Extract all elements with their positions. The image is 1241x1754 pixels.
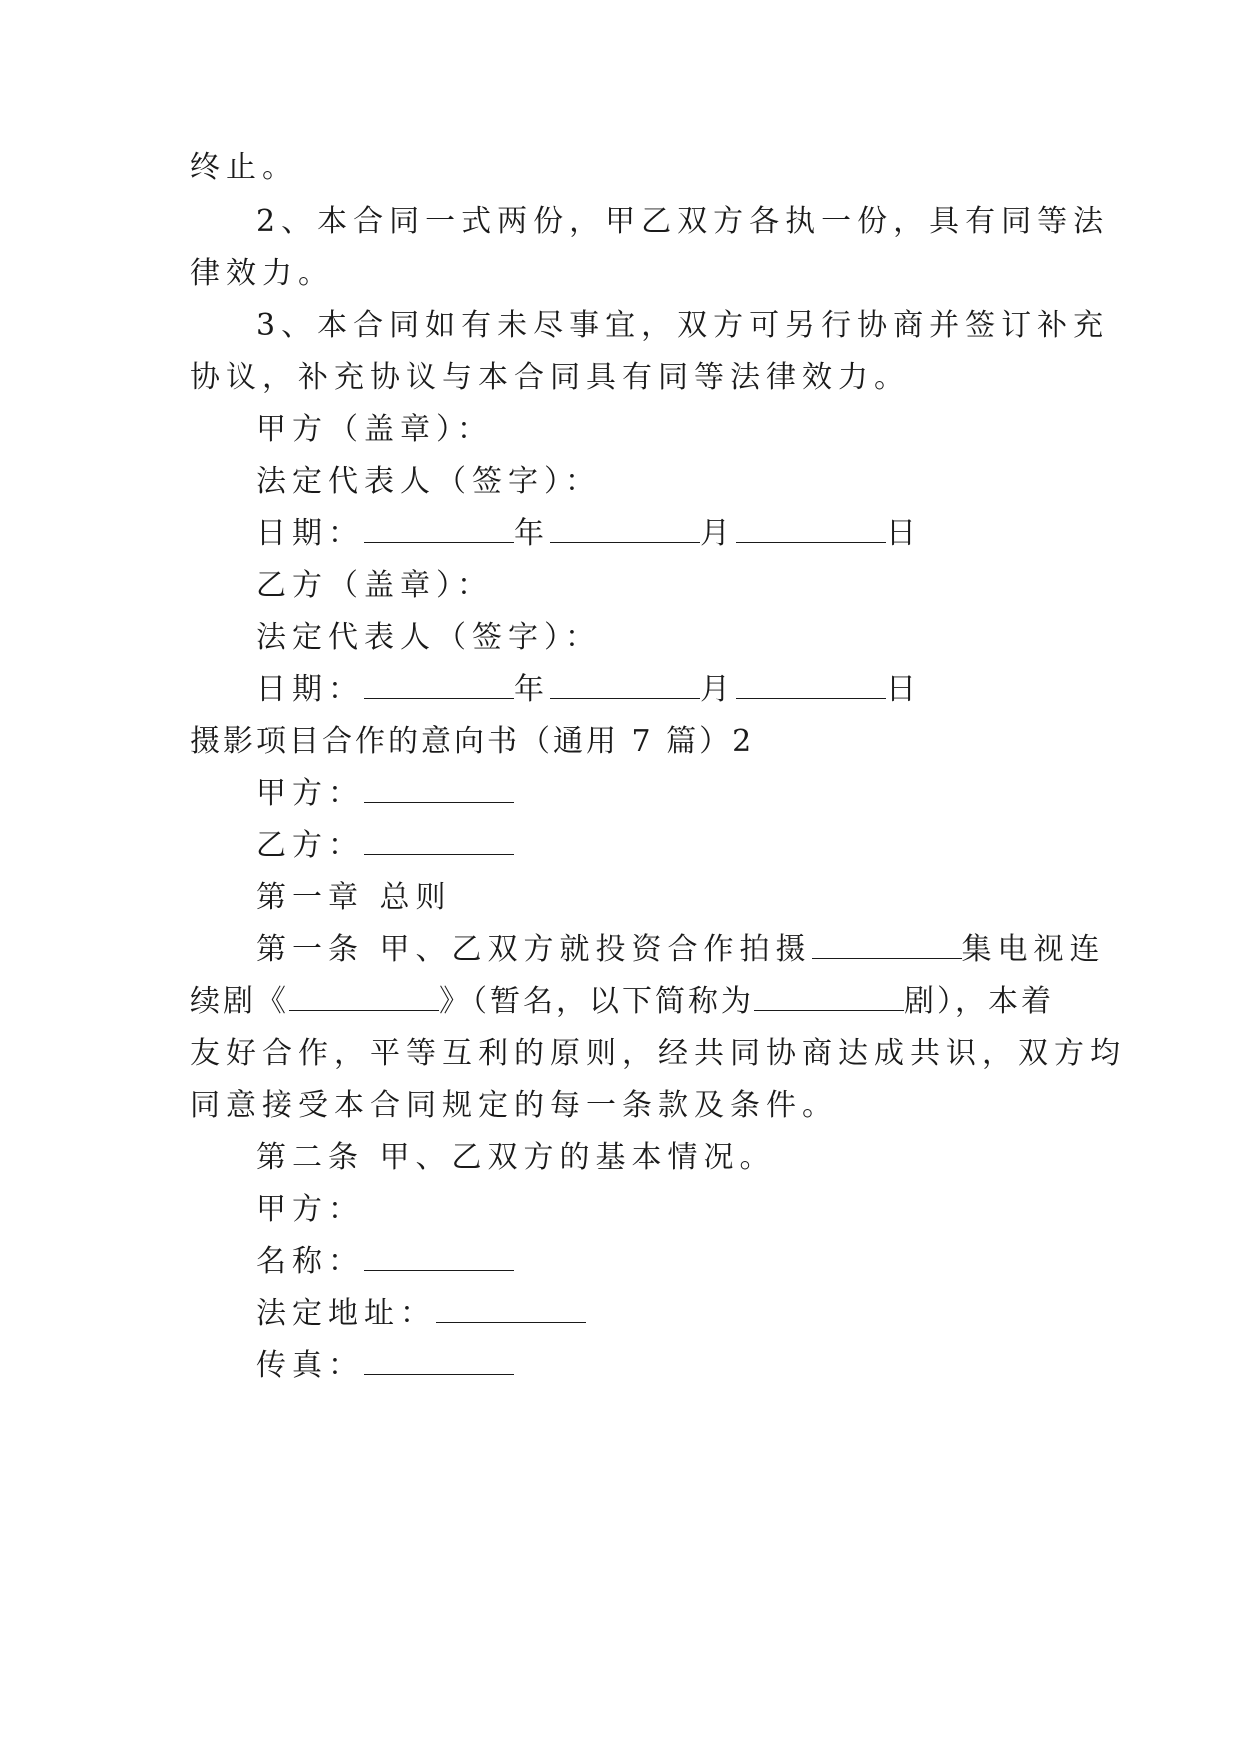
day-blank[interactable]	[736, 516, 886, 543]
name-blank[interactable]	[364, 1244, 514, 1271]
month-blank[interactable]	[550, 516, 700, 543]
party-b-label: 乙方：	[256, 828, 364, 863]
chapter-heading: 第一章 总则	[256, 880, 452, 915]
article-1-text: 第一条 甲、乙双方就投资合作拍摄	[256, 932, 812, 967]
fax-blank[interactable]	[364, 1348, 514, 1375]
party-b-seal-label: 乙方（盖章）：	[256, 568, 493, 603]
month-blank[interactable]	[550, 672, 700, 699]
address-label: 法定地址：	[256, 1296, 436, 1331]
day-blank[interactable]	[736, 672, 886, 699]
article-1-text: 续剧《	[190, 984, 289, 1019]
date-label: 日期：	[256, 672, 364, 707]
year-blank[interactable]	[364, 516, 514, 543]
clause-3-line-2: 协议，补充协议与本合同具有同等法律效力。	[190, 360, 910, 395]
article-1-line-2	[190, 982, 1054, 1022]
name-field-line	[256, 1242, 1116, 1282]
party-a-label: 甲方：	[256, 776, 364, 811]
day-label: 日	[886, 672, 922, 707]
article-2-heading: 第二条 甲、乙双方的基本情况。	[256, 1140, 776, 1175]
date-label: 日期：	[256, 516, 364, 551]
text-line: 终止。	[190, 150, 298, 185]
month-label: 月	[700, 672, 736, 707]
article-1-text: 》（暂名，以下简称为	[439, 984, 754, 1019]
party-a-date-line	[256, 514, 1116, 554]
year-label: 年	[514, 672, 550, 707]
party-b-blank[interactable]	[364, 828, 514, 855]
clause-3-line-1: 3、本合同如有未尽事宜，双方可另行协商并签订补充	[256, 308, 1110, 343]
day-label: 日	[886, 516, 922, 551]
section-heading: 摄影项目合作的意向书（通用 7 篇）2	[190, 724, 755, 759]
fax-field-line	[256, 1346, 1116, 1386]
article-1-line-1	[256, 930, 1116, 970]
article-1-text: 剧），本着	[904, 984, 1054, 1019]
article-1-line-4: 同意接受本合同规定的每一条款及条件。	[190, 1088, 838, 1123]
address-field-line	[256, 1294, 1116, 1334]
party-a-seal-label: 甲方（盖章）：	[256, 412, 493, 447]
clause-2-line-1: 2、本合同一式两份，甲乙双方各执一份，具有同等法	[256, 204, 1110, 239]
address-blank[interactable]	[436, 1296, 586, 1323]
party-b-date-line	[256, 670, 1116, 710]
year-label: 年	[514, 516, 550, 551]
year-blank[interactable]	[364, 672, 514, 699]
party-b-name-line	[256, 826, 1116, 866]
article-1-text: 集电视连	[961, 932, 1106, 967]
party-a-name-line	[256, 774, 1116, 814]
party-b-representative-label: 法定代表人（签字）：	[256, 620, 601, 655]
party-a-blank[interactable]	[364, 776, 514, 803]
name-label: 名称：	[256, 1244, 364, 1279]
month-label: 月	[700, 516, 736, 551]
series-title-blank[interactable]	[289, 984, 439, 1011]
party-a-section-label: 甲方：	[256, 1192, 364, 1227]
clause-2-line-2: 律效力。	[190, 256, 334, 291]
fax-label: 传真：	[256, 1348, 364, 1383]
party-a-representative-label: 法定代表人（签字）：	[256, 464, 601, 499]
episodes-blank[interactable]	[812, 932, 962, 959]
short-name-blank[interactable]	[754, 984, 904, 1011]
article-1-line-3: 友好合作，平等互利的原则，经共同协商达成共识，双方均	[190, 1036, 1126, 1071]
